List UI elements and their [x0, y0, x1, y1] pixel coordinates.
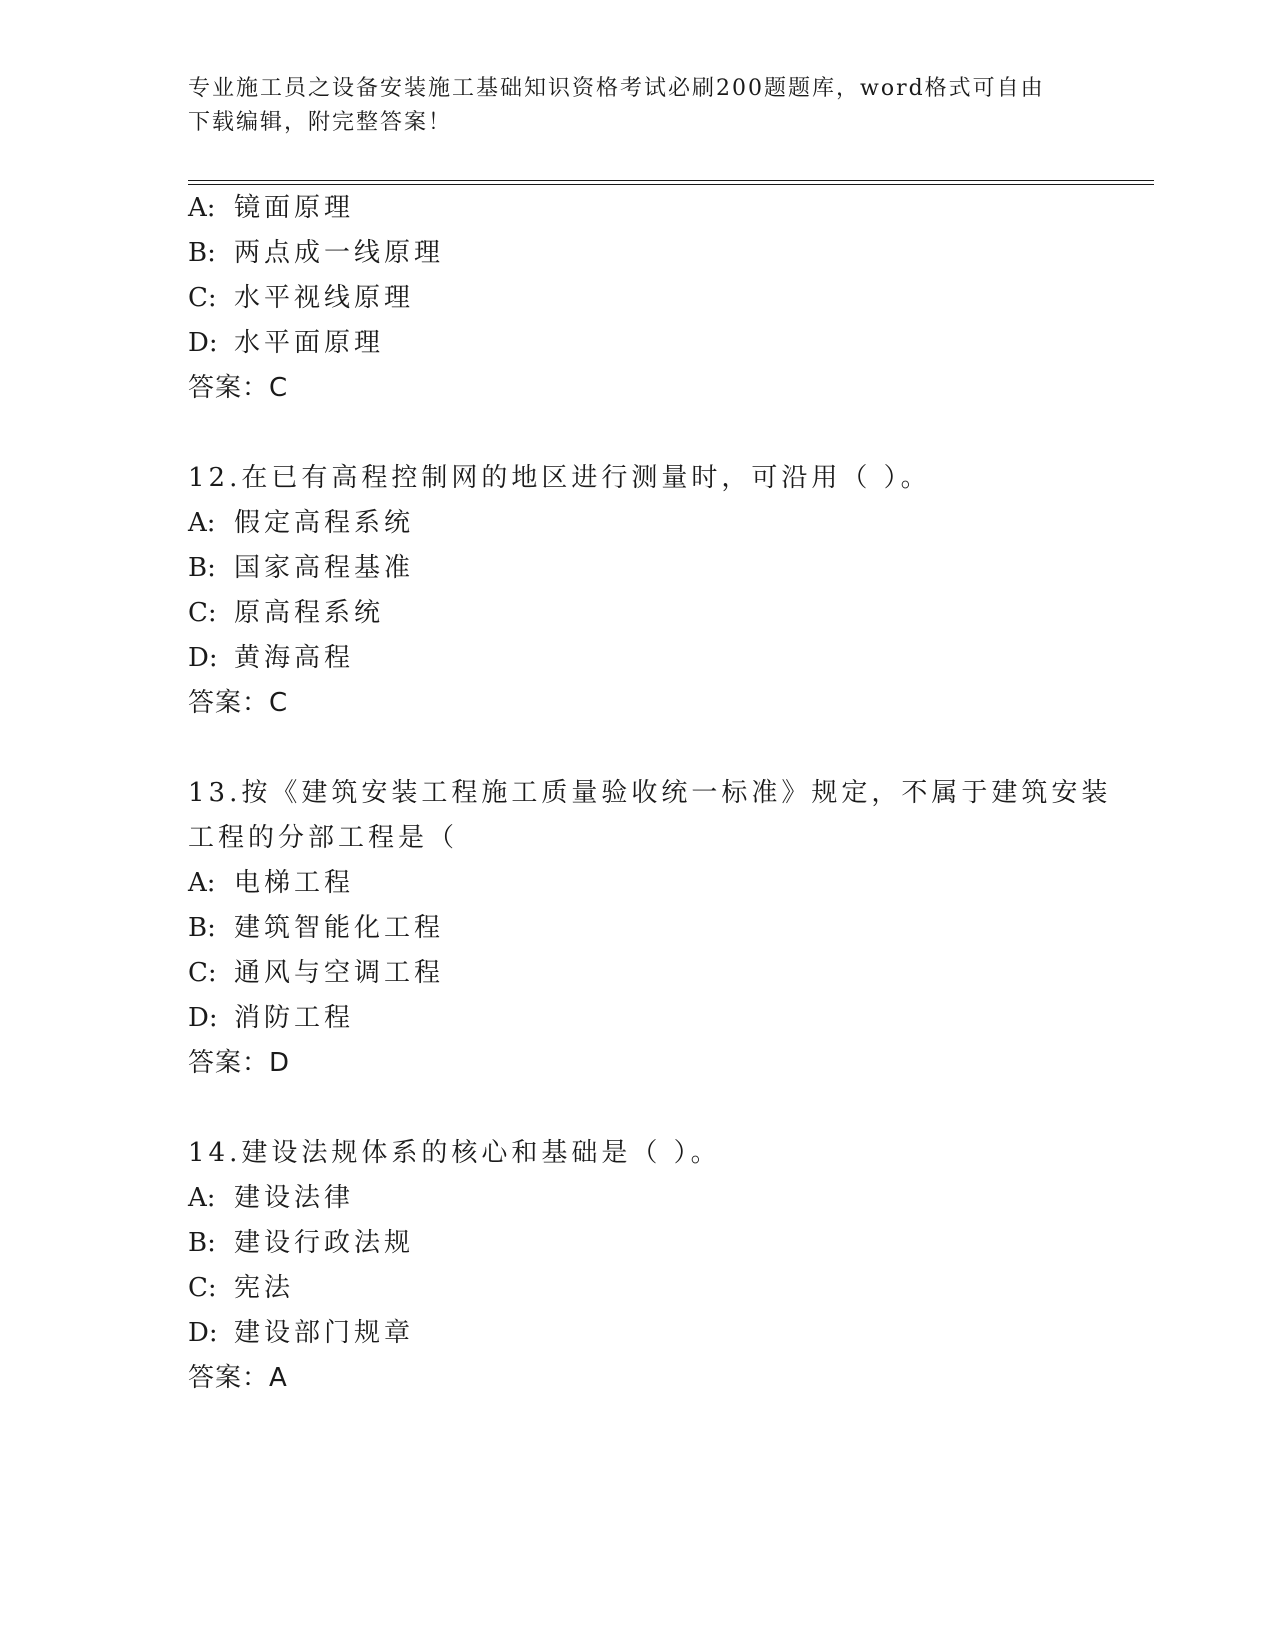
q11-option-c — [188, 282, 414, 314]
option-key: D: — [188, 1003, 218, 1033]
q12-option-d — [188, 642, 354, 674]
option-key: A: — [188, 193, 216, 223]
q14-option-b — [188, 1227, 414, 1259]
q11-answer: 答案：C — [188, 373, 289, 403]
option-key: B: — [188, 553, 216, 583]
q11-option-b — [188, 237, 444, 269]
q13-option-b — [188, 912, 444, 944]
q14-option-c — [188, 1272, 294, 1304]
q13-question-line-1: 13.按《建筑安装工程施工质量验收统一标准》规定，不属于建筑安装 — [188, 778, 1112, 808]
q13-option-a — [188, 867, 354, 899]
option-text: 建设行政法规 — [234, 1228, 415, 1258]
q12-option-b — [188, 552, 414, 584]
header-line-2: 下载编辑，附完整答案！ — [188, 110, 453, 135]
q12-option-c — [188, 597, 384, 629]
header-line-1: 专业施工员之设备安装施工基础知识资格考试必刷200题题库，word格式可自由 — [188, 76, 1045, 101]
header-divider-bottom — [188, 184, 1154, 185]
q14-option-a — [188, 1182, 354, 1214]
option-key: D: — [188, 643, 218, 673]
q12-option-a — [188, 507, 414, 539]
option-text: 国家高程基准 — [234, 553, 415, 583]
q12-answer: 答案：C — [188, 688, 289, 718]
option-text: 宪法 — [234, 1273, 295, 1303]
q12-question: 12.在已有高程控制网的地区进行测量时，可沿用（ ）。 — [188, 463, 931, 493]
option-key: A: — [188, 1183, 216, 1213]
option-text: 消防工程 — [234, 1003, 355, 1033]
option-key: B: — [188, 1228, 216, 1258]
q13-option-d — [188, 1002, 354, 1034]
q13-option-c — [188, 957, 444, 989]
option-text: 镜面原理 — [234, 193, 355, 223]
option-key: C: — [188, 598, 217, 628]
option-text: 电梯工程 — [234, 868, 355, 898]
option-text: 建设部门规章 — [234, 1318, 415, 1348]
q14-answer: 答案：A — [188, 1363, 288, 1393]
q13-answer: 答案：D — [188, 1048, 291, 1078]
option-text: 水平面原理 — [234, 328, 385, 358]
q14-option-d — [188, 1317, 414, 1349]
option-key: B: — [188, 238, 216, 268]
option-text: 假定高程系统 — [234, 508, 415, 538]
option-text: 建筑智能化工程 — [234, 913, 445, 943]
option-key: A: — [188, 868, 216, 898]
option-key: D: — [188, 1318, 218, 1348]
option-key: C: — [188, 283, 217, 313]
document-header — [188, 72, 1088, 140]
option-text: 黄海高程 — [234, 643, 355, 673]
option-text: 建设法律 — [234, 1183, 355, 1213]
q14-question: 14.建设法规体系的核心和基础是（ ）。 — [188, 1138, 721, 1168]
option-key: A: — [188, 508, 216, 538]
option-key: C: — [188, 1273, 217, 1303]
option-text: 两点成一线原理 — [234, 238, 445, 268]
option-key: C: — [188, 958, 217, 988]
header-divider-top — [188, 180, 1154, 181]
q13-question-line-2: 工程的分部工程是（ — [188, 823, 459, 853]
option-key: D: — [188, 328, 218, 358]
q11-option-a — [188, 192, 354, 224]
option-text: 通风与空调工程 — [234, 958, 445, 988]
q11-option-d — [188, 327, 384, 359]
option-text: 原高程系统 — [234, 598, 385, 628]
option-text: 水平视线原理 — [234, 283, 415, 313]
option-key: B: — [188, 913, 216, 943]
